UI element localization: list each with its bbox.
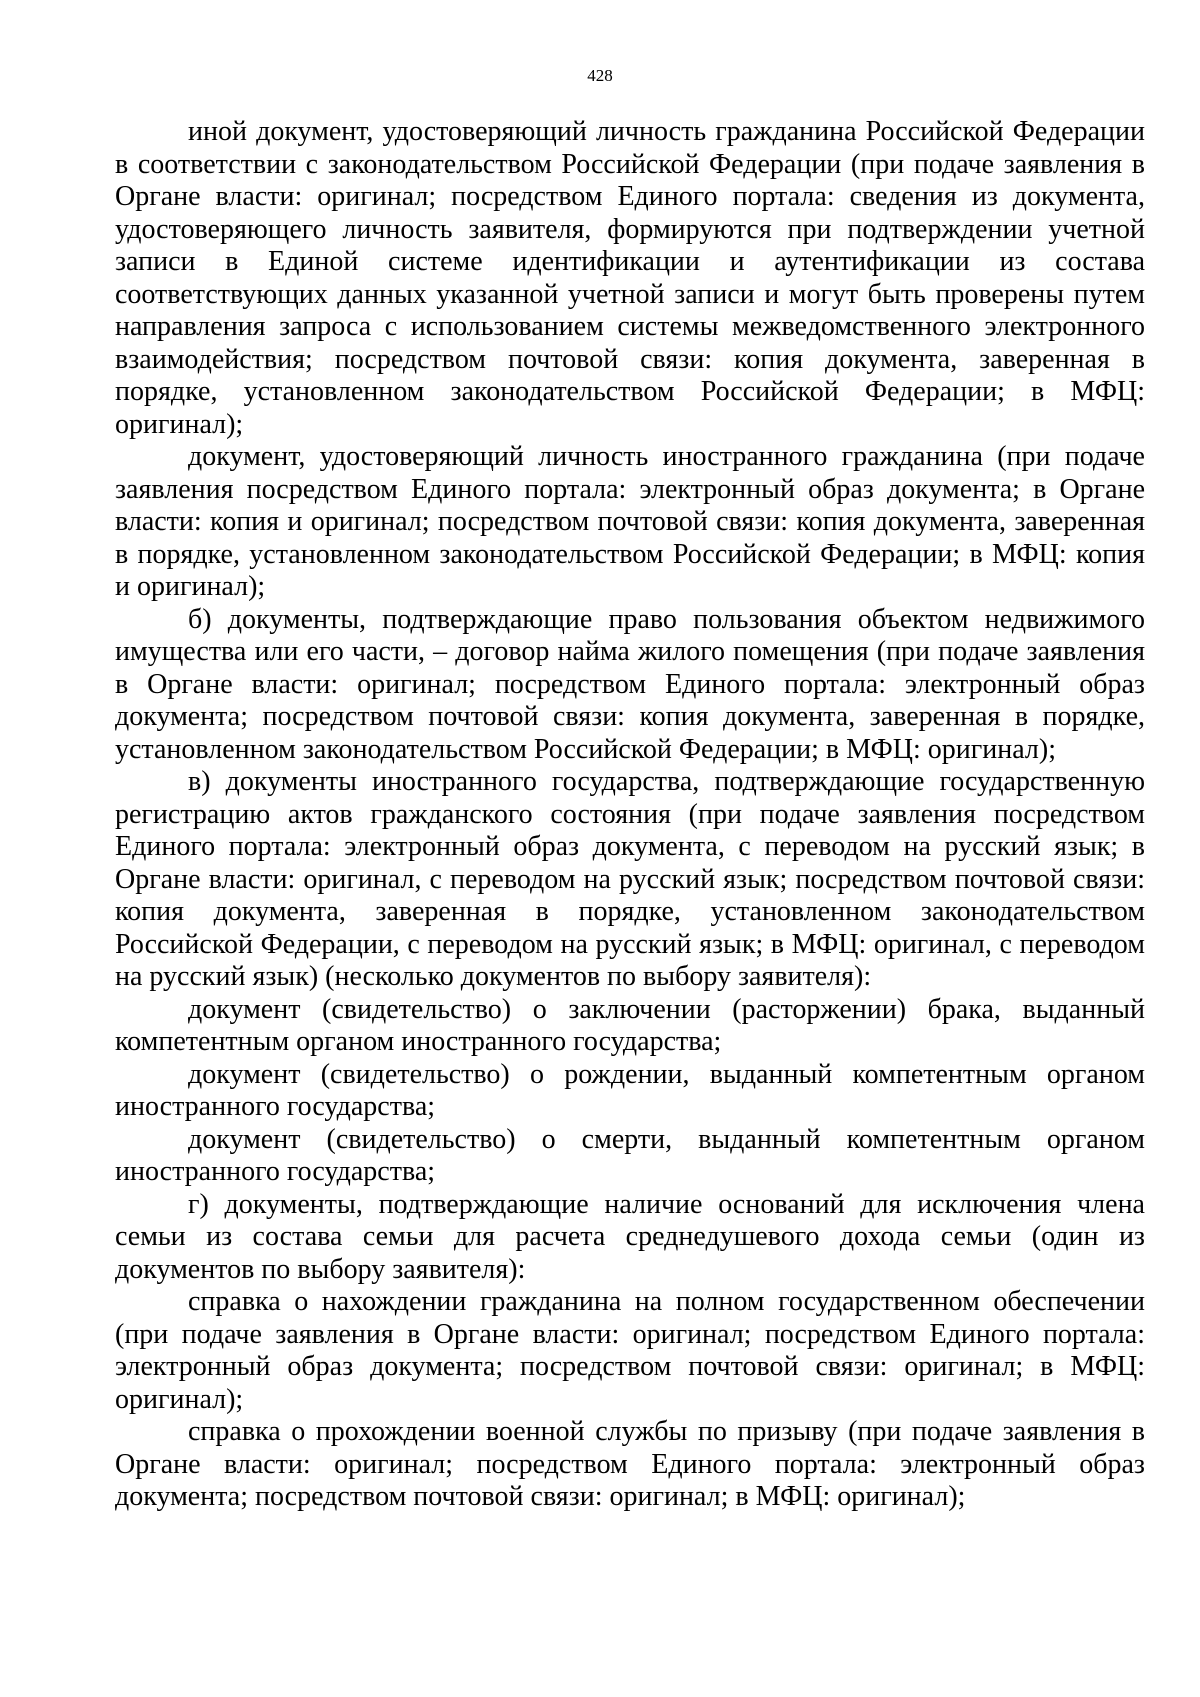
paragraph-military-service-certificate: справка о прохождении военной службы по призыву (при подаче заявления в Органе власти: оригинал; посредством Единого портала: электронный образ документа; посредством почтовой связи: оригинал; в МФЦ: оригинал);: [115, 1416, 1145, 1512]
paragraph-foreign-id: документ, удостоверяющий личность иностранного гражданина (при подаче заявления посредством Единого портала: электронный образ документа; в Органе власти: копия и оригинал; посредством почтовой связи: копия документа, заверенная в порядке, установленном законодательством Российской Федерации; в МФЦ: копия и оригинал);: [115, 441, 1145, 602]
paragraph-russian-passport: иной документ, удостоверяющий личность гражданина Российской Федерации в соответствии с законодательством Российской Федерации (при подаче заявления в Органе власти: оригинал; посредством Единого портала: сведения из документа, удостоверяющего личность заявителя, формируются при подтверждении учетной записи в Единой системе идентификации и аутентификации из состава соответствующих данных указанной учетной записи и могут быть проверены путем направления запроса с использованием системы межведомственного электронного взаимодействия; посредством почтовой связи: копия документа, заверенная в порядке, установленном законодательством Российской Федерации; в МФЦ: оригинал);: [115, 116, 1145, 440]
page-number: 428: [587, 66, 613, 85]
paragraph-exclusion-grounds: г) документы, подтверждающие наличие оснований для исключения члена семьи из состава семьи для расчета среднедушевого дохода семьи (один из документов по выбору заявителя):: [115, 1188, 1145, 1285]
paragraph-birth-certificate: документ (свидетельство) о рождении, выданный компетентным органом иностранного государства;: [115, 1058, 1145, 1122]
paragraph-marriage-certificate: документ (свидетельство) о заключении (расторжении) брака, выданный компетентным органом иностранного государства;: [115, 993, 1145, 1057]
paragraph-property-rights: б) документы, подтверждающие право пользования объектом недвижимого имущества или его части, – договор найма жилого помещения (при подаче заявления в Органе власти: оригинал; посредством Единого портала: электронный образ документа; посредством почтовой связи: копия документа, заверенная в порядке, установленном законодательством Российской Федерации; в МФЦ: оригинал);: [115, 603, 1145, 765]
paragraph-state-support-certificate: справка о нахождении гражданина на полном государственном обеспечении (при подаче заявления в Органе власти: оригинал; посредством Единого портала: электронный образ документа; посредством почтовой связи: оригинал; в МФЦ: оригинал);: [115, 1286, 1145, 1415]
document-body: [115, 116, 1145, 1514]
paragraph-death-certificate: документ (свидетельство) о смерти, выданный компетентным органом иностранного государства;: [115, 1123, 1145, 1187]
paragraph-foreign-civil-acts: в) документы иностранного государства, подтверждающие государственную регистрацию актов гражданского состояния (при подаче заявления посредством Единого портала: электронный образ документа, с переводом на русский язык; в Органе власти: оригинал, с переводом на русский язык; посредством почтовой связи: копия документа, заверенная в порядке, установленном законодательством Российской Федерации, с переводом на русский язык; в МФЦ: оригинал, с переводом на русский язык) (несколько документов по выбору заявителя):: [115, 766, 1145, 992]
